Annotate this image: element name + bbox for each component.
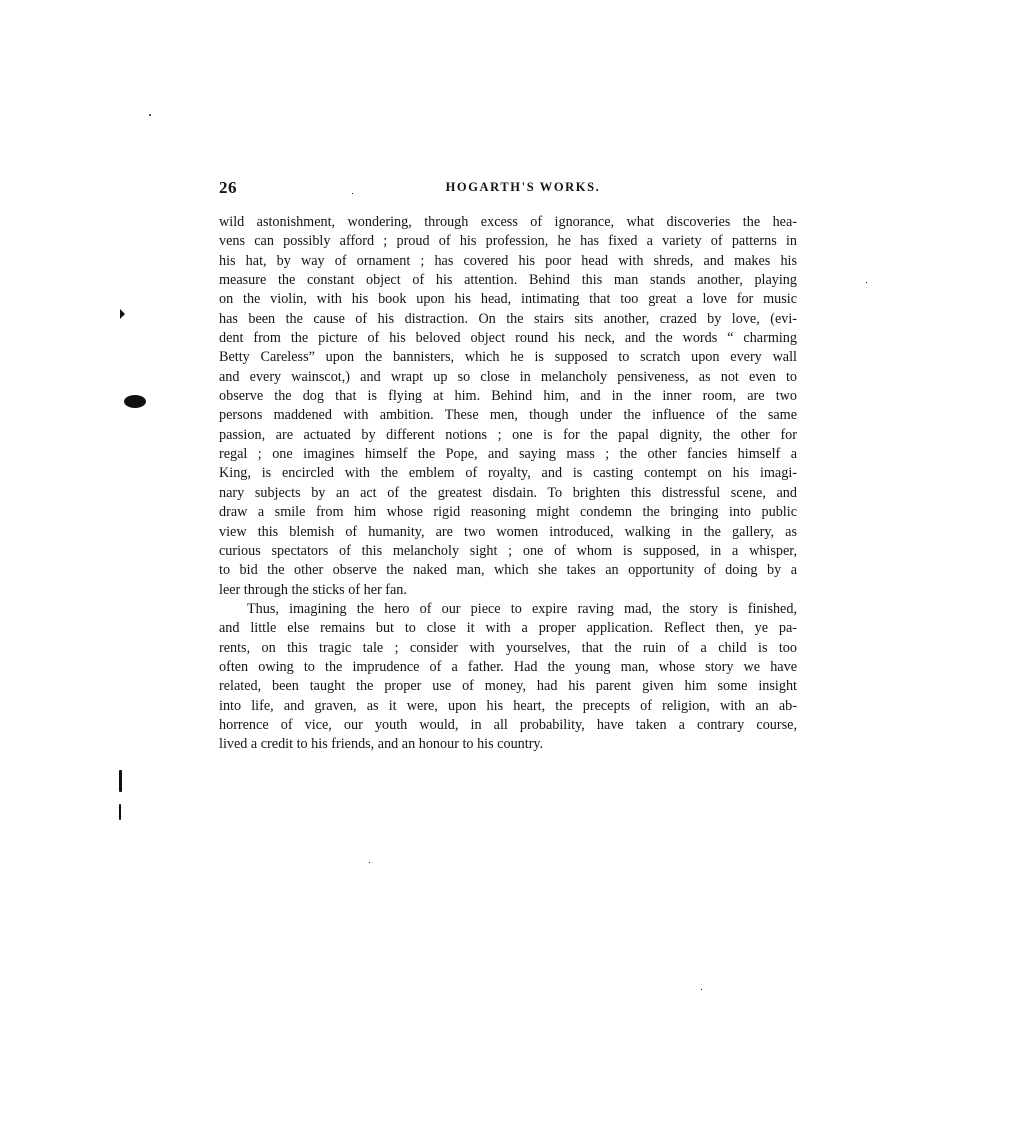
- text-line: lived a credit to his friends, and an honour to his country.: [219, 736, 544, 753]
- ink-blot: [124, 395, 146, 408]
- text-line: nary subjects by an act of the greatest disdain. To brighten this distressful scene, and: [219, 484, 797, 501]
- scan-speck: [149, 114, 151, 116]
- text-line: on the violin, with his book upon his head, intimating that too great a love for music: [219, 291, 797, 308]
- text-line: his hat, by way of ornament ; has covered his poor head with shreds, and makes his: [219, 252, 797, 269]
- page-number: 26: [219, 178, 237, 197]
- scan-mark: [120, 309, 125, 319]
- text-line: horrence of vice, our youth would, in all probability, have taken a contrary course,: [219, 716, 797, 733]
- text-line: persons maddened with ambition. These men, though under the influence of the same: [219, 407, 797, 424]
- paragraph-1: [219, 213, 797, 600]
- text-line: Betty Careless” upon the bannisters, which he is supposed to scratch upon every wall: [219, 349, 797, 366]
- text-line: often owing to the imprudence of a father. Had the young man, whose story we have: [219, 658, 797, 675]
- text-line: wild astonishment, wondering, through excess of ignorance, what discoveries the hea-: [219, 214, 797, 230]
- text-line: has been the cause of his distraction. On the stairs sits another, crazed by love, (evi-: [219, 310, 797, 327]
- text-line: regal ; one imagines himself the Pope, and saying mass ; the other fancies himself a: [219, 446, 797, 463]
- text-line: and every wainscot,) and wrapt up so close in melancholy pensiveness, as not even to: [219, 368, 797, 385]
- text-line: view this blemish of humanity, are two women introduced, walking in the gallery, as: [219, 523, 797, 540]
- text-line: to bid the other observe the naked man, which she takes an opportunity of doing by a: [219, 562, 797, 579]
- text-line: related, been taught the proper use of money, had his parent given him some insight: [219, 678, 797, 695]
- text-line: leer through the sticks of her fan.: [219, 581, 407, 598]
- text-line: Thus, imagining the hero of our piece to expire raving mad, the story is finished,: [247, 600, 797, 617]
- page-header: [219, 178, 797, 198]
- text-line: into life, and graven, as it were, upon his heart, the precepts of religion, with an ab-: [219, 697, 797, 714]
- running-title: HOGARTH'S WORKS.: [445, 180, 601, 194]
- text-line: observe the dog that is flying at him. Behind him, and in the inner room, are two: [219, 388, 797, 405]
- scan-speck: [352, 193, 353, 194]
- text-line: and little else remains but to close it with a proper application. Reflect then, ye pa-: [219, 620, 797, 637]
- text-line: passion, are actuated by different notions ; one is for the papal dignity, the other for: [219, 426, 797, 443]
- scan-mark: [119, 770, 122, 792]
- body-text: [219, 213, 797, 755]
- scan-speck: [701, 989, 702, 990]
- paragraph-2: [219, 600, 797, 755]
- text-line: curious spectators of this melancholy sight ; one of whom is supposed, in a whisper,: [219, 542, 797, 559]
- scan-speck: [369, 862, 370, 863]
- text-line: King, is encircled with the emblem of royalty, and is casting contempt on his imagi-: [219, 465, 797, 482]
- text-line: draw a smile from him whose rigid reasoning might condemn the bringing into public: [219, 504, 797, 521]
- text-line: dent from the picture of his beloved object round his neck, and the words “ charming: [219, 330, 797, 347]
- text-line: measure the constant object of his attention. Behind this man stands another, playing: [219, 272, 797, 289]
- text-line: rents, on this tragic tale ; consider with yourselves, that the ruin of a child is too: [219, 639, 797, 656]
- scan-speck: [866, 282, 867, 283]
- text-line: vens can possibly afford ; proud of his profession, he has fixed a variety of patterns in: [219, 233, 797, 250]
- scan-mark: [119, 804, 121, 820]
